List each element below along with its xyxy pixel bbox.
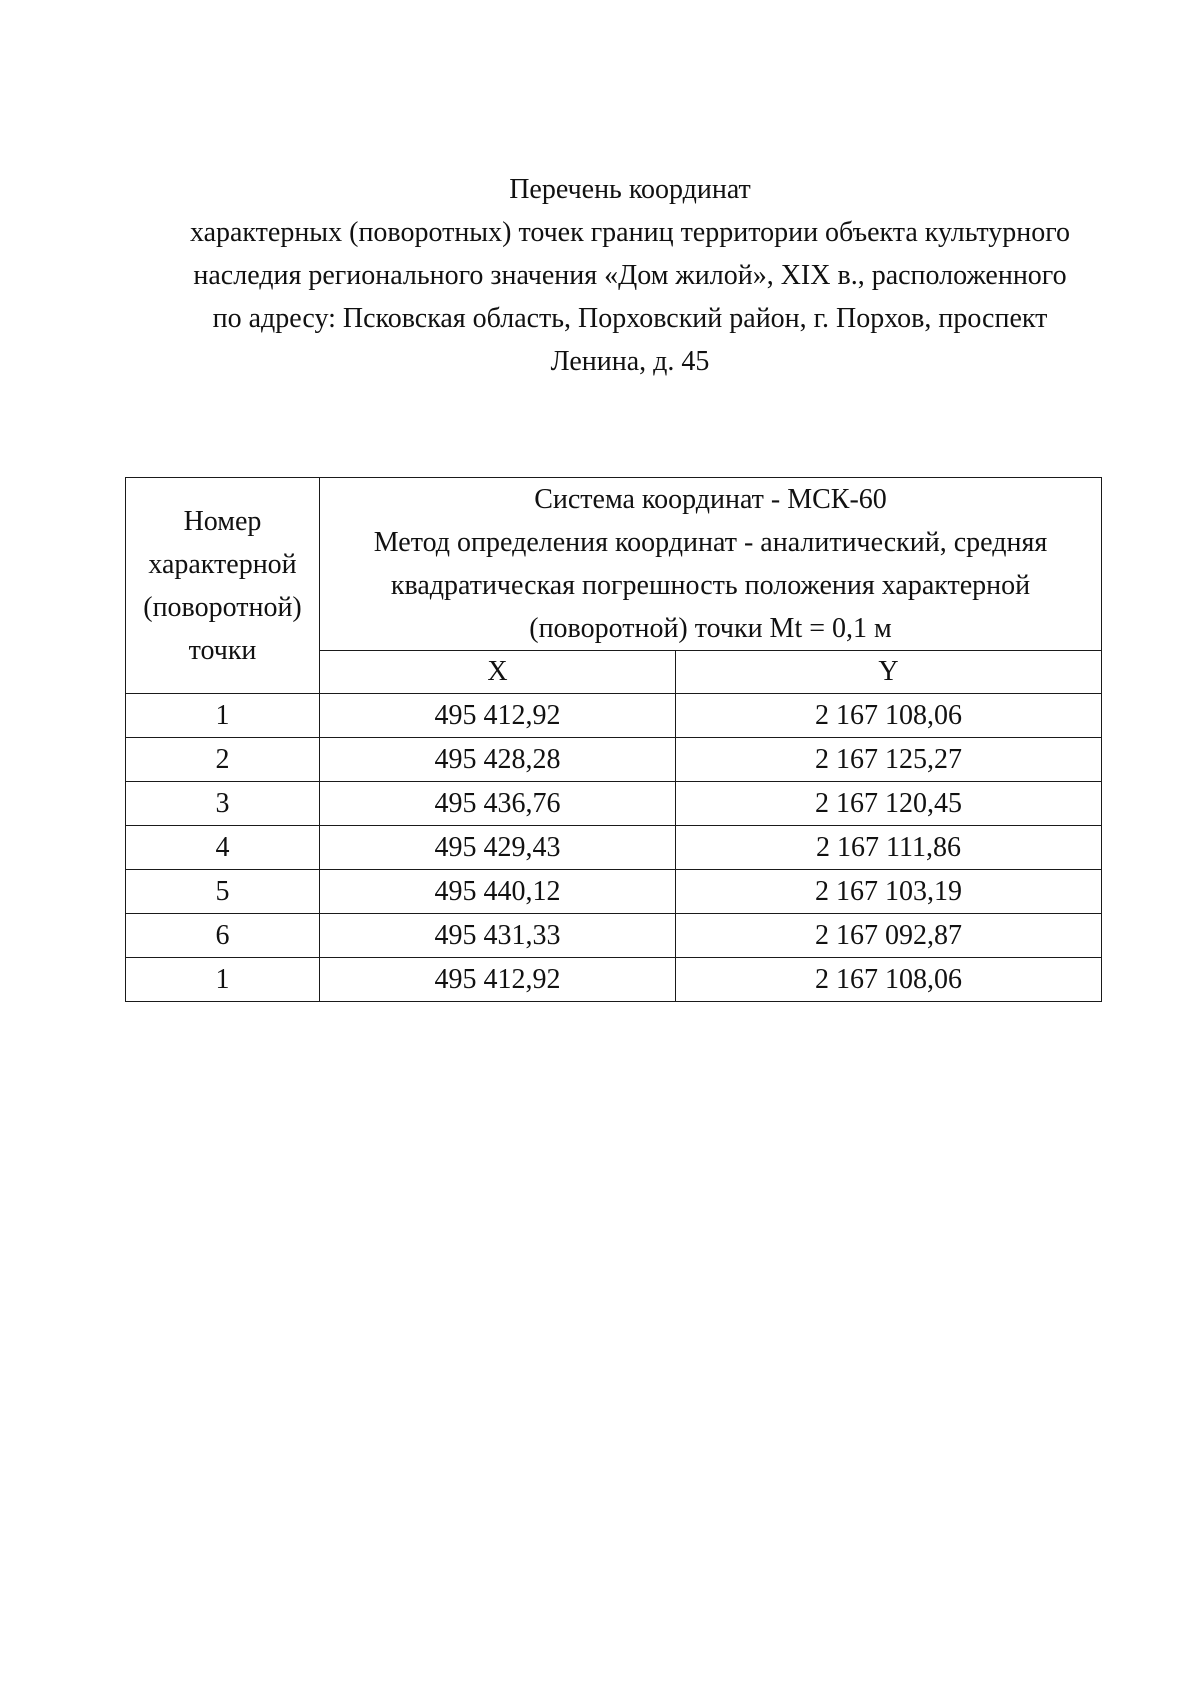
table-row — [126, 870, 1102, 914]
x-coordinate-cell: 495 440,12 — [320, 870, 676, 914]
table-row — [126, 826, 1102, 870]
document-title — [140, 168, 1120, 383]
header-line: Номер — [183, 505, 262, 537]
title-line: Перечень координат — [509, 174, 751, 205]
point-number-cell: 6 — [126, 914, 320, 958]
y-coordinate-cell: 2 167 125,27 — [676, 738, 1102, 782]
coordinate-system-header — [320, 478, 1102, 651]
header-line: (поворотной) — [143, 591, 302, 623]
point-number-cell: 1 — [126, 694, 320, 738]
table-header-row — [126, 478, 1102, 651]
y-coordinate-cell: 2 167 111,86 — [676, 826, 1102, 870]
x-coordinate-cell: 495 412,92 — [320, 694, 676, 738]
y-column-header: Y — [676, 651, 1102, 694]
header-line: квадратическая погрешность положения характерной — [390, 570, 1031, 601]
y-coordinate-cell: 2 167 108,06 — [676, 694, 1102, 738]
point-number-cell: 1 — [126, 958, 320, 1002]
table-row — [126, 694, 1102, 738]
header-line: Система координат - МСК-60 — [534, 484, 887, 515]
table-row — [126, 738, 1102, 782]
header-line: точки — [188, 634, 257, 666]
x-coordinate-cell: 495 428,28 — [320, 738, 676, 782]
header-line: Метод определения координат - аналитический, средняя — [373, 527, 1048, 558]
title-line: наследия регионального значения «Дом жилой», XIX в., расположенного — [193, 260, 1067, 291]
point-number-cell: 5 — [126, 870, 320, 914]
y-coordinate-cell: 2 167 108,06 — [676, 958, 1102, 1002]
y-coordinate-cell: 2 167 103,19 — [676, 870, 1102, 914]
point-number-cell: 3 — [126, 782, 320, 826]
point-number-header — [126, 478, 320, 694]
x-coordinate-cell: 495 412,92 — [320, 958, 676, 1002]
table-row — [126, 958, 1102, 1002]
title-line: характерных (поворотных) точек границ территории объекта культурного — [189, 217, 1071, 248]
x-column-header: X — [320, 651, 676, 694]
x-coordinate-cell: 495 436,76 — [320, 782, 676, 826]
point-number-cell: 2 — [126, 738, 320, 782]
header-line: характерной — [148, 548, 297, 580]
title-line: по адресу: Псковская область, Порховский район, г. Порхов, проспект — [212, 303, 1048, 334]
y-coordinate-cell: 2 167 120,45 — [676, 782, 1102, 826]
title-line: Ленина, д. 45 — [550, 346, 710, 377]
x-coordinate-cell: 495 429,43 — [320, 826, 676, 870]
coordinates-table — [125, 477, 1102, 1002]
x-coordinate-cell: 495 431,33 — [320, 914, 676, 958]
table-row — [126, 914, 1102, 958]
y-coordinate-cell: 2 167 092,87 — [676, 914, 1102, 958]
header-line: (поворотной) точки Mt = 0,1 м — [529, 613, 892, 644]
table-row — [126, 782, 1102, 826]
point-number-cell: 4 — [126, 826, 320, 870]
